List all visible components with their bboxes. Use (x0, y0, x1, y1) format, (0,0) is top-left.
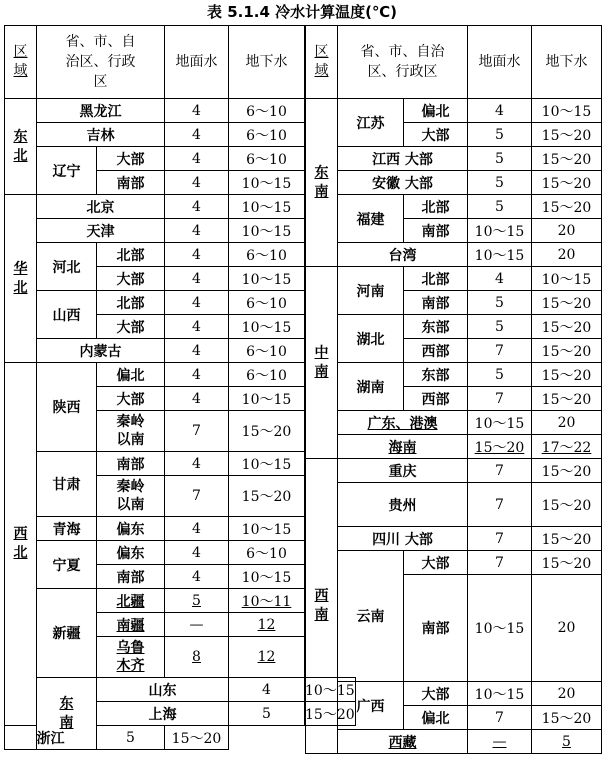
province-cell: 山东 (97, 678, 229, 702)
table-row (306, 195, 602, 219)
table-row (306, 527, 602, 551)
ground-cell: 15～20 (532, 527, 602, 551)
ground-cell: 15～20 (532, 551, 602, 575)
surface-cell: 7 (468, 483, 532, 527)
subregion-cell: 西部 (404, 339, 468, 363)
surface-cell: 5 (468, 315, 532, 339)
province-cell: 江西 大部 (338, 147, 468, 171)
ground-cell: 15～20 (229, 476, 305, 517)
ground-cell: 15～20 (532, 706, 602, 730)
table-row (5, 123, 356, 147)
ground-cell: 10～15 (229, 387, 305, 411)
surface-cell: 10～15 (468, 411, 532, 435)
province-cell: 江苏 (338, 99, 404, 147)
subregion-cell: 北部 (404, 195, 468, 219)
right-cold-water-table (305, 25, 602, 754)
region-cell-xinan: 西南 (306, 459, 338, 754)
ground-cell: 5 (532, 730, 602, 754)
subregion-cell: 北部 (97, 291, 165, 315)
subregion-cell: 偏北 (97, 363, 165, 387)
surface-cell: 8 (165, 637, 229, 678)
surface-cell: 4 (165, 123, 229, 147)
surface-cell: 7 (165, 411, 229, 452)
subregion-cell: 东部 (404, 315, 468, 339)
table-row (5, 291, 356, 315)
province-cell: 新疆 (37, 589, 97, 678)
table-row (5, 541, 356, 565)
table-row (5, 99, 356, 123)
region-cell-zhongnan: 中南 (306, 267, 338, 459)
ground-cell: 10～15 (305, 678, 356, 702)
subregion-cell: 大部 (404, 123, 468, 147)
surface-cell: 4 (165, 517, 229, 541)
province-cell: 上海 (97, 702, 229, 726)
ground-cell: 6～10 (229, 541, 305, 565)
ground-cell: 15～20 (532, 123, 602, 147)
surface-cell: 7 (468, 339, 532, 363)
surface-cell: 5 (97, 726, 165, 750)
subregion-cell: 偏北 (404, 706, 468, 730)
subregion-cell: 北疆 (97, 589, 165, 613)
ground-cell: 10～15 (229, 452, 305, 476)
table-row (5, 589, 356, 613)
province-cell: 青海 (37, 517, 97, 541)
surface-cell: 7 (468, 551, 532, 575)
table-row (5, 726, 356, 750)
left-header-row (5, 26, 356, 99)
surface-cell: 4 (165, 387, 229, 411)
ground-cell: 6～10 (229, 147, 305, 171)
table-row (306, 682, 602, 706)
table-row (306, 267, 602, 291)
surface-cell: 5 (468, 363, 532, 387)
ground-cell: 6～10 (229, 243, 305, 267)
subregion-cell: 南部 (97, 171, 165, 195)
surface-cell: 7 (468, 387, 532, 411)
table-row (5, 147, 356, 171)
subregion-cell: 偏北 (404, 99, 468, 123)
table-row (306, 171, 602, 195)
surface-cell: 4 (165, 99, 229, 123)
province-cell: 浙江 (5, 726, 97, 750)
ground-cell: 10～15 (229, 171, 305, 195)
province-cell: 四川 大部 (338, 527, 468, 551)
region-cell-dongbei: 东北 (5, 99, 37, 195)
ground-cell: 20 (532, 219, 602, 243)
subregion-cell: 南部 (97, 452, 165, 476)
ground-cell: 20 (532, 575, 602, 682)
surface-cell: 4 (165, 452, 229, 476)
subregion-cell: 北部 (97, 243, 165, 267)
surface-cell: 4 (165, 219, 229, 243)
ground-cell: 15～20 (532, 339, 602, 363)
ground-cell: 6～10 (229, 99, 305, 123)
province-cell: 湖南 (338, 363, 404, 411)
subregion-cell: 偏东 (97, 541, 165, 565)
surface-cell: 4 (468, 267, 532, 291)
ground-cell: 6～10 (229, 123, 305, 147)
surface-cell: 5 (468, 147, 532, 171)
ground-cell: 10～15 (532, 267, 602, 291)
table-row (5, 363, 356, 387)
subregion-cell: 乌鲁木齐 (97, 637, 165, 678)
surface-cell: — (165, 613, 229, 637)
table-row (5, 452, 356, 476)
table-row (5, 339, 356, 363)
region-cell-xibei: 西北 (5, 363, 37, 726)
ground-cell: 10～15 (229, 267, 305, 291)
subregion-cell: 南部 (404, 219, 468, 243)
province-cell: 云南 (338, 551, 404, 682)
ground-cell: 20 (532, 411, 602, 435)
ground-cell: 6～10 (229, 363, 305, 387)
table-row (5, 195, 356, 219)
region-cell-huabei: 华北 (5, 195, 37, 363)
table-row (5, 219, 356, 243)
header-province: 省、市、自治区、行政区 (37, 26, 165, 99)
ground-cell: 15～20 (532, 315, 602, 339)
surface-cell: 7 (468, 459, 532, 483)
table-row (306, 435, 602, 459)
ground-cell: 15～20 (532, 291, 602, 315)
subregion-cell: 大部 (97, 315, 165, 339)
table-row (306, 363, 602, 387)
header-ground-water: 地下水 (229, 26, 305, 99)
province-cell: 广东、港澳 (338, 411, 468, 435)
ground-cell: 15～20 (532, 459, 602, 483)
province-cell: 黑龙江 (37, 99, 165, 123)
subregion-cell: 大部 (404, 551, 468, 575)
surface-cell: 4 (165, 541, 229, 565)
ground-cell: 12 (229, 637, 305, 678)
left-cold-water-table (4, 25, 356, 750)
surface-cell: 7 (468, 706, 532, 730)
ground-cell: 10～15 (532, 99, 602, 123)
ground-cell: 15～20 (532, 147, 602, 171)
province-cell: 内蒙古 (37, 339, 165, 363)
province-cell: 西藏 (338, 730, 468, 754)
table-row (306, 147, 602, 171)
province-cell: 山西 (37, 291, 97, 339)
subregion-cell: 秦岭以南 (97, 476, 165, 517)
surface-cell: 4 (165, 147, 229, 171)
subregion-cell: 偏东 (97, 517, 165, 541)
table-row (306, 551, 602, 575)
table-row (306, 243, 602, 267)
ground-cell: 6～10 (229, 339, 305, 363)
subregion-cell: 大部 (97, 267, 165, 291)
province-cell: 贵州 (338, 483, 468, 527)
surface-cell: 7 (468, 527, 532, 551)
ground-cell: 10～15 (229, 195, 305, 219)
surface-cell: 4 (165, 195, 229, 219)
ground-cell: 12 (229, 613, 305, 637)
table-row (5, 243, 356, 267)
ground-cell: 15～20 (165, 726, 229, 750)
surface-cell: 4 (165, 171, 229, 195)
ground-cell: 10～11 (229, 589, 305, 613)
table-row (5, 517, 356, 541)
surface-cell: 10～15 (468, 219, 532, 243)
surface-cell: 15～20 (468, 435, 532, 459)
header-ground-water: 地下水 (532, 26, 602, 99)
surface-cell: 5 (468, 195, 532, 219)
region-cell-dongnan: 东南 (306, 99, 338, 267)
subregion-cell: 秦岭以南 (97, 411, 165, 452)
ground-cell: 15～20 (305, 702, 356, 726)
header-surface-water: 地面水 (468, 26, 532, 99)
subregion-cell: 大部 (97, 147, 165, 171)
surface-cell: 10～15 (468, 682, 532, 706)
table-title: 表 5.1.4 冷水计算温度(℃) (206, 3, 398, 21)
surface-cell: — (468, 730, 532, 754)
province-cell: 安徽 大部 (338, 171, 468, 195)
province-cell: 重庆 (338, 459, 468, 483)
province-cell: 辽宁 (37, 147, 97, 195)
ground-cell: 10～15 (229, 565, 305, 589)
province-cell: 海南 (338, 435, 468, 459)
table-row (306, 411, 602, 435)
province-cell: 福建 (338, 195, 404, 243)
surface-cell: 4 (229, 678, 305, 702)
subregion-cell: 南部 (97, 565, 165, 589)
subregion-cell: 大部 (404, 682, 468, 706)
subregion-cell: 东部 (404, 363, 468, 387)
ground-cell: 6～10 (229, 291, 305, 315)
table-row (306, 483, 602, 527)
surface-cell: 4 (165, 339, 229, 363)
province-cell: 河北 (37, 243, 97, 291)
ground-cell: 10～15 (229, 219, 305, 243)
right-table-wrapper (305, 25, 602, 754)
subregion-cell: 南疆 (97, 613, 165, 637)
table-row (5, 678, 356, 702)
subregion-cell: 南部 (404, 575, 468, 682)
left-table-wrapper (4, 25, 356, 750)
ground-cell: 17～22 (532, 435, 602, 459)
right-header-row (306, 26, 602, 99)
subregion-cell: 北部 (404, 267, 468, 291)
subregion-cell: 南部 (404, 291, 468, 315)
surface-cell: 7 (165, 476, 229, 517)
ground-cell: 15～20 (532, 483, 602, 527)
subregion-cell: 西部 (404, 387, 468, 411)
ground-cell: 15～20 (229, 411, 305, 452)
surface-cell: 5 (229, 702, 305, 726)
subregion-cell: 大部 (97, 387, 165, 411)
surface-cell: 4 (165, 363, 229, 387)
province-cell: 湖北 (338, 315, 404, 363)
surface-cell: 10～15 (468, 243, 532, 267)
surface-cell: 4 (165, 267, 229, 291)
surface-cell: 5 (468, 123, 532, 147)
surface-cell: 4 (165, 315, 229, 339)
surface-cell: 10～15 (468, 575, 532, 682)
surface-cell: 4 (165, 243, 229, 267)
province-cell: 甘肃 (37, 452, 97, 517)
province-cell: 吉林 (37, 123, 165, 147)
ground-cell: 20 (532, 243, 602, 267)
region-cell-dongnan: 东南 (37, 678, 97, 750)
table-row (306, 459, 602, 483)
surface-cell: 5 (468, 291, 532, 315)
province-cell: 宁夏 (37, 541, 97, 589)
header-region: 区域 (5, 26, 37, 99)
province-cell: 天津 (37, 219, 165, 243)
surface-cell: 5 (468, 171, 532, 195)
ground-cell: 15～20 (532, 363, 602, 387)
table-row (306, 99, 602, 123)
province-cell: 河南 (338, 267, 404, 315)
ground-cell: 15～20 (532, 195, 602, 219)
province-cell: 陕西 (37, 363, 97, 452)
ground-cell: 15～20 (532, 171, 602, 195)
header-province: 省、市、自治区、行政区 (338, 26, 468, 99)
header-region: 区域 (306, 26, 338, 99)
surface-cell: 4 (165, 291, 229, 315)
header-surface-water: 地面水 (165, 26, 229, 99)
ground-cell: 10～15 (229, 315, 305, 339)
ground-cell: 20 (532, 682, 602, 706)
province-cell: 北京 (37, 195, 165, 219)
province-cell: 广西 (338, 682, 404, 730)
surface-cell: 5 (165, 589, 229, 613)
surface-cell: 4 (165, 565, 229, 589)
ground-cell: 10～15 (229, 517, 305, 541)
table-row (306, 730, 602, 754)
surface-cell: 4 (468, 99, 532, 123)
ground-cell: 15～20 (532, 387, 602, 411)
table-row (306, 315, 602, 339)
province-cell: 台湾 (338, 243, 468, 267)
